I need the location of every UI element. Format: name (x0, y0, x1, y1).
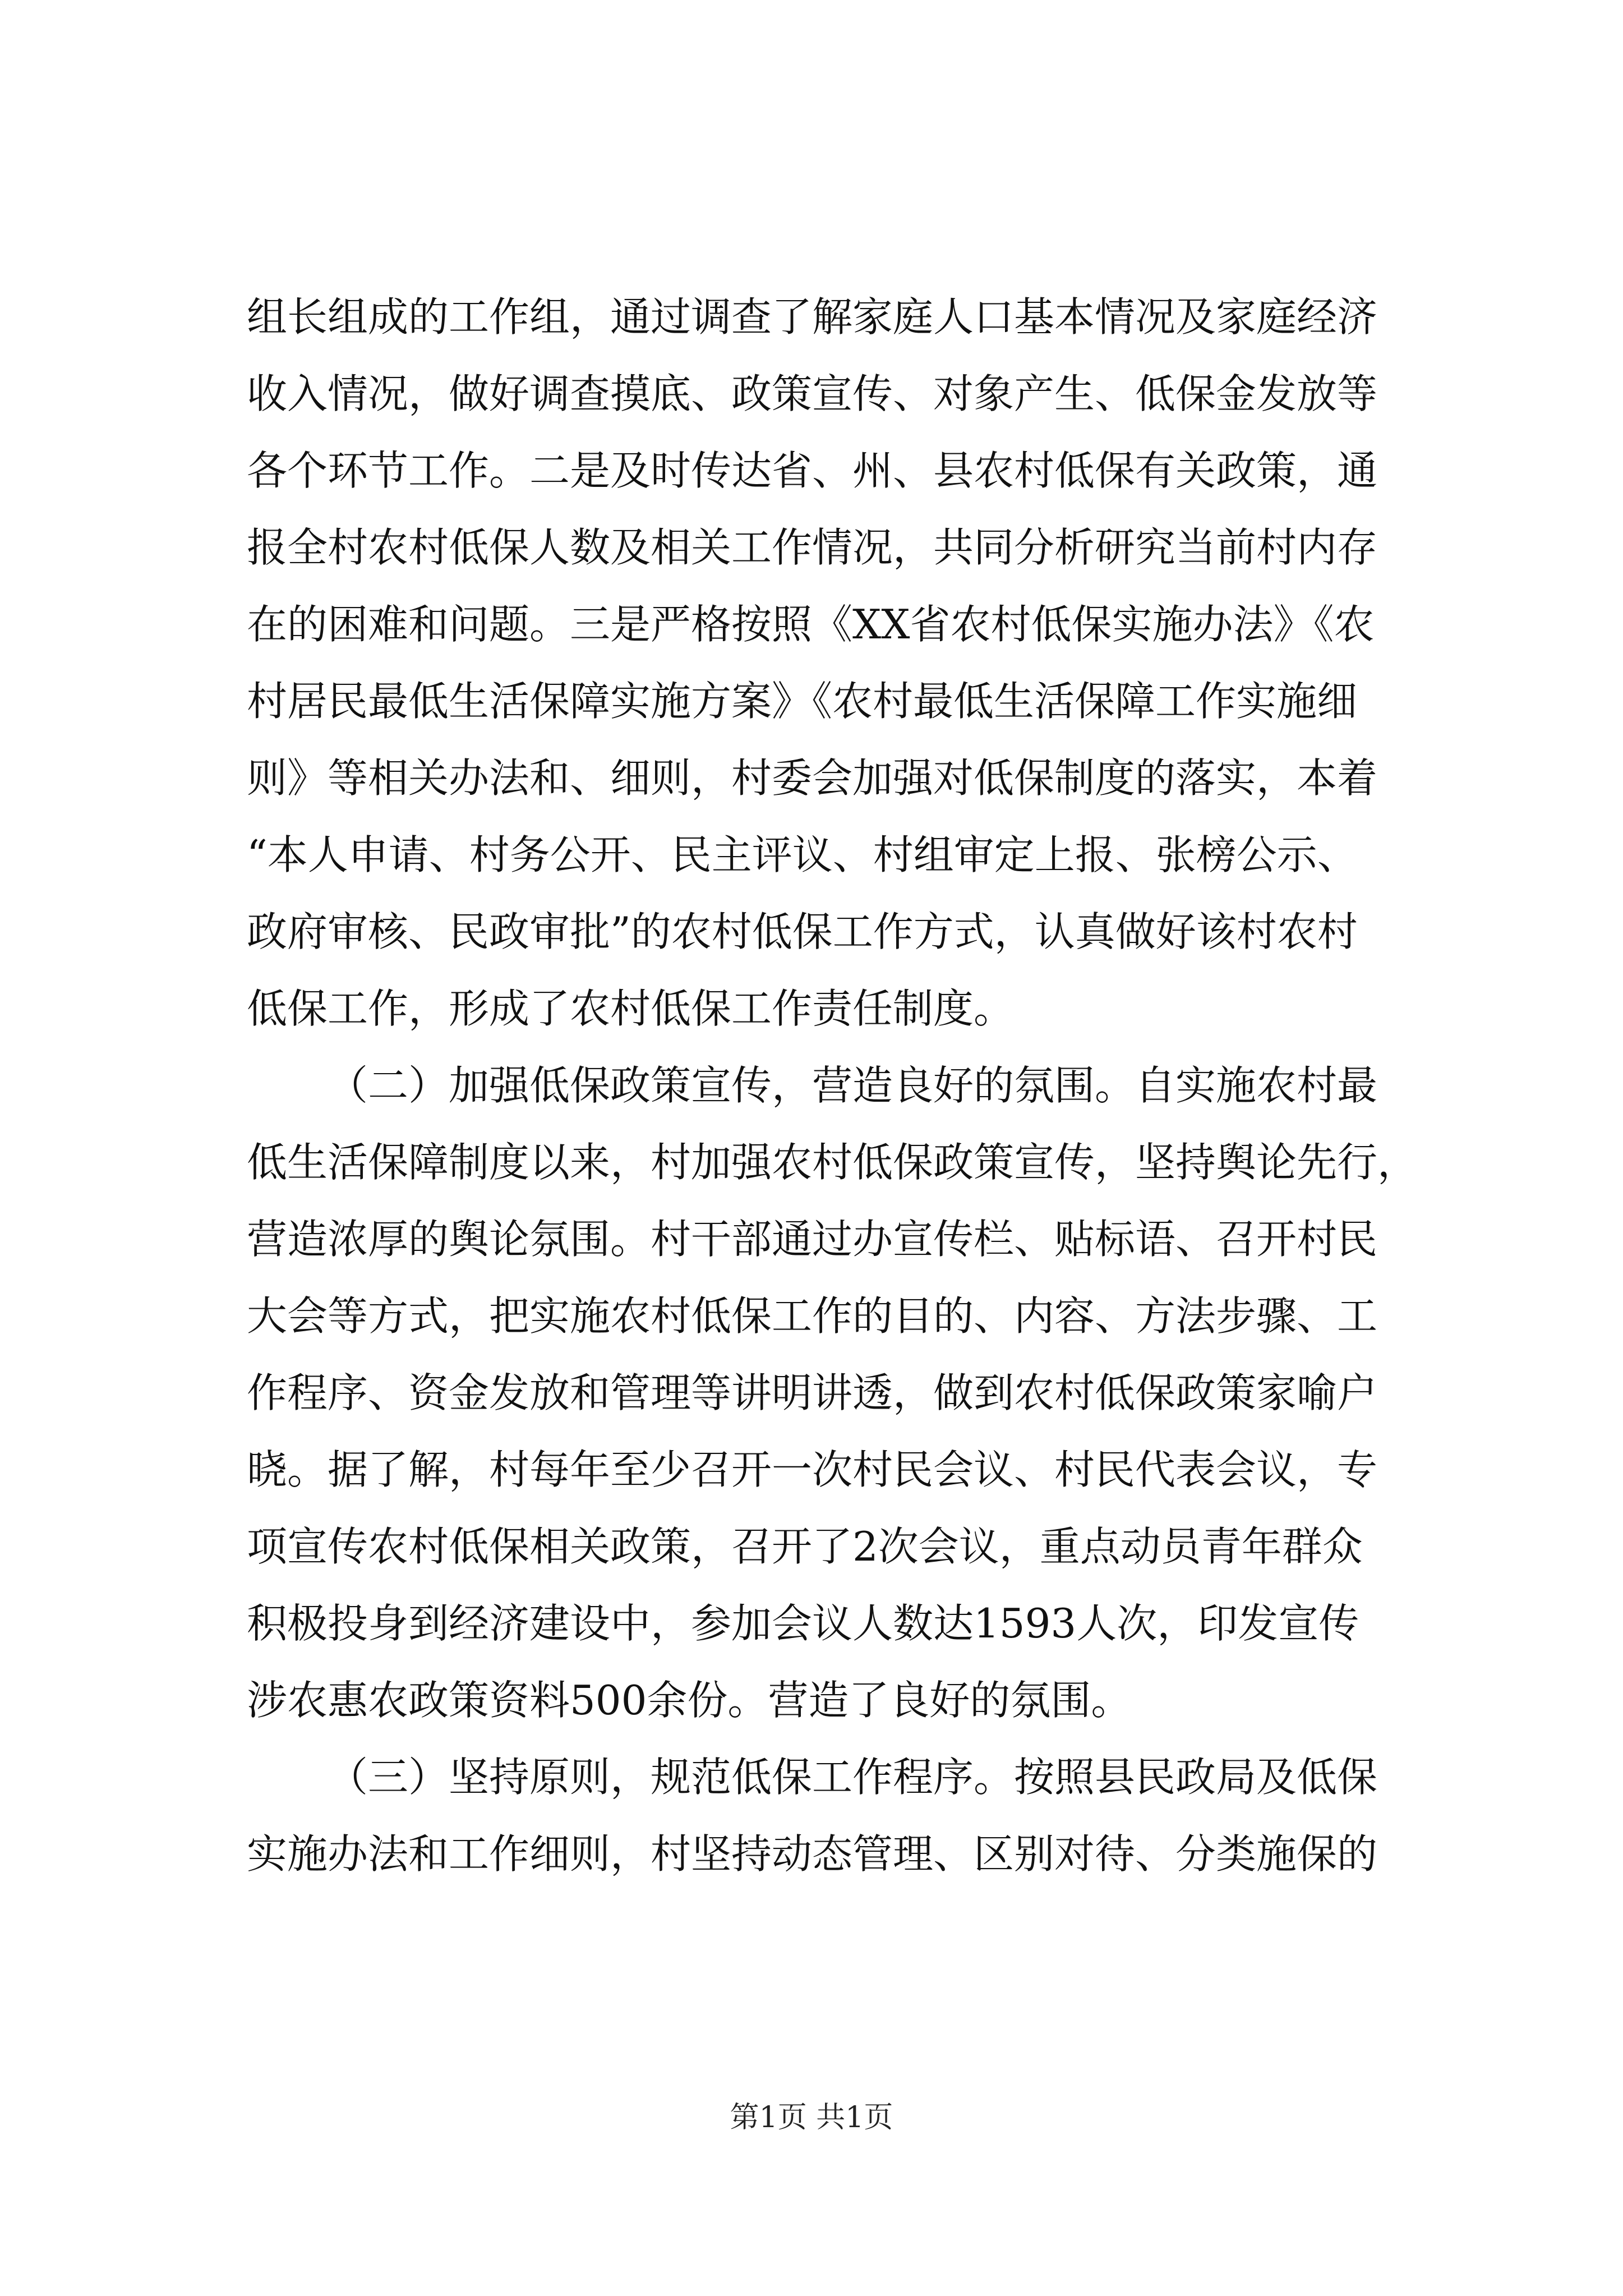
text-line: 报全村农村低保人数及相关工作情况，共同分析研究当前村内存 (247, 524, 1378, 571)
text-line: 晓。据了解，村每年至少召开一次村民会议、村民代表会议，专 (247, 1446, 1378, 1493)
text-line: 政府审核、民政审批”的农村低保工作方式，认真做好该村农村 (247, 908, 1358, 955)
text-line: 低保工作，形成了农村低保工作责任制度。 (247, 985, 1015, 1032)
text-line: 大会等方式，把实施农村低保工作的目的、内容、方法步骤、工 (247, 1292, 1378, 1340)
text-line: 项宣传农村低保相关政策，召开了2次会议，重点动员青年群众 (247, 1523, 1363, 1570)
text-line: 组长组成的工作组，通过调查了解家庭人口基本情况及家庭经济 (247, 293, 1378, 341)
text-line: 各个环节工作。二是及时传达省、州、县农村低保有关政策，通 (247, 447, 1378, 494)
text-line: 营造浓厚的舆论氛围。村干部通过办宣传栏、贴标语、召开村民 (247, 1216, 1378, 1263)
paragraph-start-line: （二）加强低保政策宣传，营造良好的氛围。自实施农村最 (328, 1062, 1378, 1109)
text-line: 积极投身到经济建设中，参加会议人数达1593人次，印发宣传 (247, 1600, 1359, 1647)
text-line: 收入情况，做好调查摸底、政策宣传、对象产生、低保金发放等 (247, 370, 1378, 417)
text-line: 作程序、资金发放和管理等讲明讲透，做到农村低保政策家喻户 (247, 1369, 1378, 1416)
text-line: 涉农惠农政策资料500余份。营造了良好的氛围。 (247, 1677, 1132, 1724)
page-footer: 第1页 共1页 (730, 2101, 893, 2134)
text-line: 村居民最低生活保障实施方案》《农村最低生活保障工作实施细 (247, 678, 1358, 725)
text-line: 低生活保障制度以来，村加强农村低保政策宣传，坚持舆论先行， (247, 1139, 1418, 1186)
text-line: 实施办法和工作细则，村坚持动态管理、区别对待、分类施保的 (247, 1830, 1378, 1878)
paragraph-start-line: （三）坚持原则，规范低保工作程序。按照县民政局及低保 (328, 1754, 1378, 1801)
text-line: “本人申请、村务公开、民主评议、村组审定上报、张榜公示、 (247, 831, 1358, 878)
text-line: 则》等相关办法和、细则，村委会加强对低保制度的落实，本着 (247, 754, 1378, 802)
text-line: 在的困难和问题。三是严格按照《XX省农村低保实施办法》《农 (247, 601, 1375, 648)
